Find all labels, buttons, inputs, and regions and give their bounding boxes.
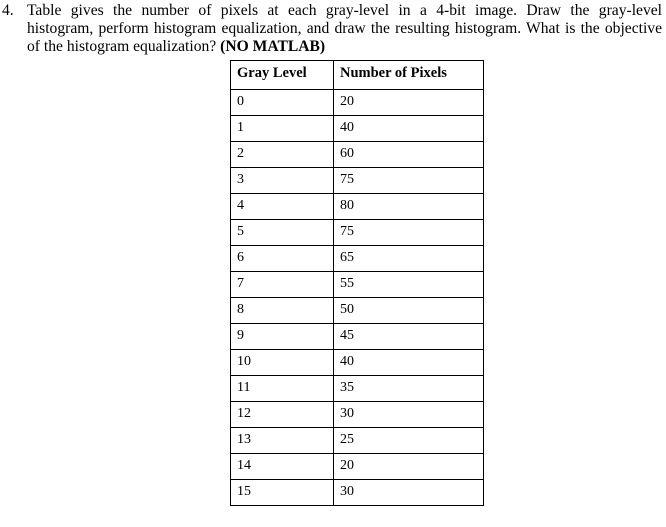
pixel-count-cell: 75 — [334, 220, 484, 246]
table-header-row — [231, 61, 484, 90]
gray-level-cell: 12 — [231, 402, 334, 428]
table-row — [231, 116, 484, 142]
pixel-count-cell: 50 — [334, 298, 484, 324]
table-row — [231, 194, 484, 220]
table-row — [231, 90, 484, 116]
gray-level-cell: 7 — [231, 272, 334, 298]
question-text — [27, 2, 662, 56]
pixel-count-cell: 20 — [334, 90, 484, 116]
gray-level-cell: 11 — [231, 376, 334, 402]
pixel-count-cell: 65 — [334, 246, 484, 272]
question-line-3 — [27, 38, 662, 56]
header-gray-level: Gray Level — [231, 61, 334, 90]
table-row — [231, 220, 484, 246]
pixel-count-cell: 30 — [334, 402, 484, 428]
gray-level-cell: 6 — [231, 246, 334, 272]
gray-level-cell: 15 — [231, 480, 334, 506]
gray-level-cell: 8 — [231, 298, 334, 324]
gray-level-cell: 0 — [231, 90, 334, 116]
pixel-count-cell: 55 — [334, 272, 484, 298]
pixel-count-cell: 35 — [334, 376, 484, 402]
pixel-count-cell: 75 — [334, 168, 484, 194]
table-row — [231, 168, 484, 194]
table-row — [231, 298, 484, 324]
gray-level-cell: 3 — [231, 168, 334, 194]
pixel-count-table — [230, 60, 484, 506]
pixel-count-cell: 45 — [334, 324, 484, 350]
table-row — [231, 402, 484, 428]
pixel-count-cell: 80 — [334, 194, 484, 220]
pixel-count-cell: 30 — [334, 480, 484, 506]
table-row — [231, 272, 484, 298]
gray-level-cell: 2 — [231, 142, 334, 168]
gray-level-cell: 14 — [231, 454, 334, 480]
question-line-3-text: of the histogram equalization? — [27, 38, 217, 55]
table-row — [231, 454, 484, 480]
gray-level-cell: 9 — [231, 324, 334, 350]
no-matlab-note: (NO MATLAB) — [220, 38, 326, 55]
table-row — [231, 246, 484, 272]
gray-level-cell: 5 — [231, 220, 334, 246]
pixel-count-cell: 60 — [334, 142, 484, 168]
gray-level-cell: 10 — [231, 350, 334, 376]
table-row — [231, 480, 484, 506]
table-row — [231, 376, 484, 402]
table-row — [231, 324, 484, 350]
table-row — [231, 142, 484, 168]
question-number: 4. — [2, 2, 14, 19]
gray-level-cell: 1 — [231, 116, 334, 142]
header-number-of-pixels: Number of Pixels — [334, 61, 484, 90]
question-line-1: Table gives the number of pixels at each gray-level in a 4-bit image. Draw the gray-level — [27, 2, 662, 19]
pixel-count-cell: 40 — [334, 116, 484, 142]
question-line-2: histogram, perform histogram equalization, and draw the resulting histogram. What is the objective — [27, 20, 662, 37]
table-row — [231, 428, 484, 454]
pixel-count-cell: 40 — [334, 350, 484, 376]
table-row — [231, 350, 484, 376]
table-body — [231, 90, 484, 506]
pixel-count-cell: 25 — [334, 428, 484, 454]
pixel-count-cell: 20 — [334, 454, 484, 480]
gray-level-cell: 13 — [231, 428, 334, 454]
gray-level-cell: 4 — [231, 194, 334, 220]
